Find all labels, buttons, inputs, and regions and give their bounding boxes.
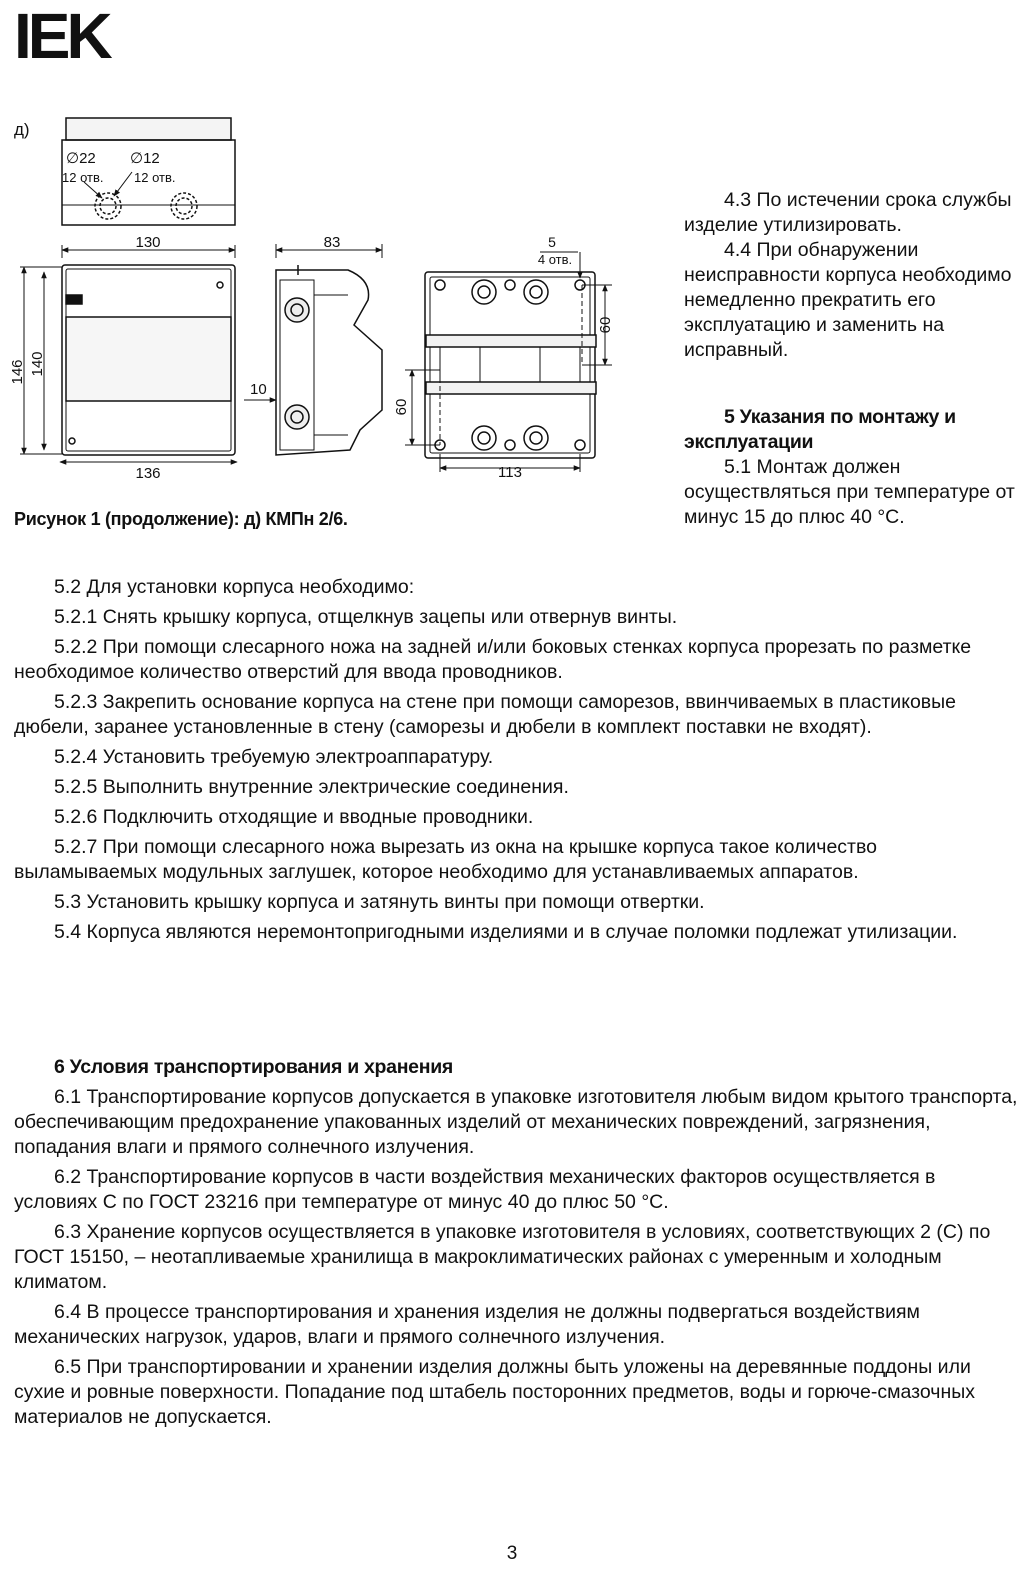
paragraph-5-4: 5.4 Корпуса являются неремонтопригодными изделиями и в случае поломки подлежат утилизации. xyxy=(54,921,958,943)
dim-60-left: 60 xyxy=(393,398,410,416)
front-view xyxy=(20,245,237,462)
section-5-body xyxy=(14,575,1020,945)
paragraph-5-2-2: 5.2.2 При помощи слесарного ножа на задней и/или боковых стенках корпуса прорезать по разметке необходимое количество отверстий для ввода проводников. xyxy=(14,636,972,683)
dim-5: 5 xyxy=(548,234,556,250)
paragraph-6-4: 6.4 В процессе транспортирования и хранения изделия не должны подвергаться воздействиям механических нагрузок, ударов, влаги и прямого солнечного излучения. xyxy=(14,1301,920,1348)
technical-drawing xyxy=(0,110,680,480)
paragraph-4-3: 4.3 По истечении срока службы изделие утилизировать. xyxy=(684,189,1012,236)
right-column-section5 xyxy=(684,405,1020,530)
dim-10: 10 xyxy=(250,381,267,398)
paragraph-5-2: 5.2 Для установки корпуса необходимо: xyxy=(54,576,415,598)
section-6-title: 6 Условия транспортирования и хранения xyxy=(54,1056,453,1078)
side-view xyxy=(244,244,382,455)
paragraph-5-2-6: 5.2.6 Подключить отходящие и вводные проводники. xyxy=(54,806,534,828)
paragraph-6-2: 6.2 Транспортирование корпусов в части воздействия механических факторов осуществляется в условиях С по ГОСТ 23216 при температуре от минус 40 до плюс 50 °С. xyxy=(14,1166,936,1213)
figure-caption: Рисунок 1 (продолжение): д) КМПн 2/6. xyxy=(14,509,348,529)
dim-130: 130 xyxy=(135,234,161,251)
paragraph-6-5: 6.5 При транспортировании и хранении изделия должны быть уложены на деревянные поддоны или сухие и ровные поверхности. Попадание под штабель посторонних предметов, воды и горюче-смазочных материалов не допускается. xyxy=(14,1356,976,1428)
dim-113: 113 xyxy=(498,464,522,480)
back-view xyxy=(405,252,612,472)
hole2-count: 12 отв. xyxy=(134,170,176,185)
dim-60-right: 60 xyxy=(597,316,614,334)
svg-text:IEK: IEK xyxy=(14,6,109,64)
paragraph-5-2-1: 5.2.1 Снять крышку корпуса, отщелкнув зацепы или отвернув винты. xyxy=(54,606,678,628)
section-5-title: 5 Указания по монтажу и эксплуатации xyxy=(684,406,956,453)
paragraph-5-2-3: 5.2.3 Закрепить основание корпуса на стене при помощи саморезов, ввинчиваемых в пластиковые дюбели, заранее установленные в стену (саморезы и дюбели в комплект поставки не входят). xyxy=(14,691,957,738)
paragraph-5-2-4: 5.2.4 Установить требуемую электроаппаратуру. xyxy=(54,746,494,768)
dim-146: 146 xyxy=(9,359,26,385)
dim-83: 83 xyxy=(323,234,341,251)
hole2-dia: ∅12 xyxy=(130,150,160,167)
paragraph-6-3: 6.3 Хранение корпусов осуществляется в упаковке изготовителя в условиях, соответствующих 2 (С) по ГОСТ 15150, – неотапливаемые хранилища в макроклиматических районах с умеренным и холодным климатом. xyxy=(14,1221,991,1293)
right-column xyxy=(684,188,1020,363)
dim-140: 140 xyxy=(29,351,46,377)
dim-136: 136 xyxy=(135,465,161,480)
paragraph-5-2-5: 5.2.5 Выполнить внутренние электрические соединения. xyxy=(54,776,569,798)
paragraph-5-2-7: 5.2.7 При помощи слесарного ножа вырезать из окна на крышке корпуса такое количество выламываемых модульных заглушек, которое необходимо для устанавливаемых аппаратов. xyxy=(14,836,877,883)
paragraph-4-4: 4.4 При обнаружении неисправности корпуса необходимо немедленно прекратить его эксплуатацию и заменить на исправный. xyxy=(684,239,1012,361)
paragraph-5-1: 5.1 Монтаж должен осуществляться при температуре от минус 15 до плюс 40 °С. xyxy=(684,456,1015,528)
paragraph-5-3: 5.3 Установить крышку корпуса и затянуть винты при помощи отвертки. xyxy=(54,891,705,913)
subfig-label: д) xyxy=(14,120,30,139)
page-number: 3 xyxy=(506,1543,518,1564)
hole1-dia: ∅22 xyxy=(66,150,96,167)
iek-logo xyxy=(14,6,134,64)
section-6-body xyxy=(14,1055,1020,1430)
paragraph-6-1: 6.1 Транспортирование корпусов допускается в упаковке изготовителя любым видом крытого транспорта, обеспечивающим предохранение упакованных изделий от механических повреждений, загрязнения, попадания влаги и прямого солнечного излучения. xyxy=(14,1086,1018,1158)
hole1-count: 12 отв. xyxy=(62,170,104,185)
dim-4otv: 4 отв. xyxy=(537,252,573,267)
